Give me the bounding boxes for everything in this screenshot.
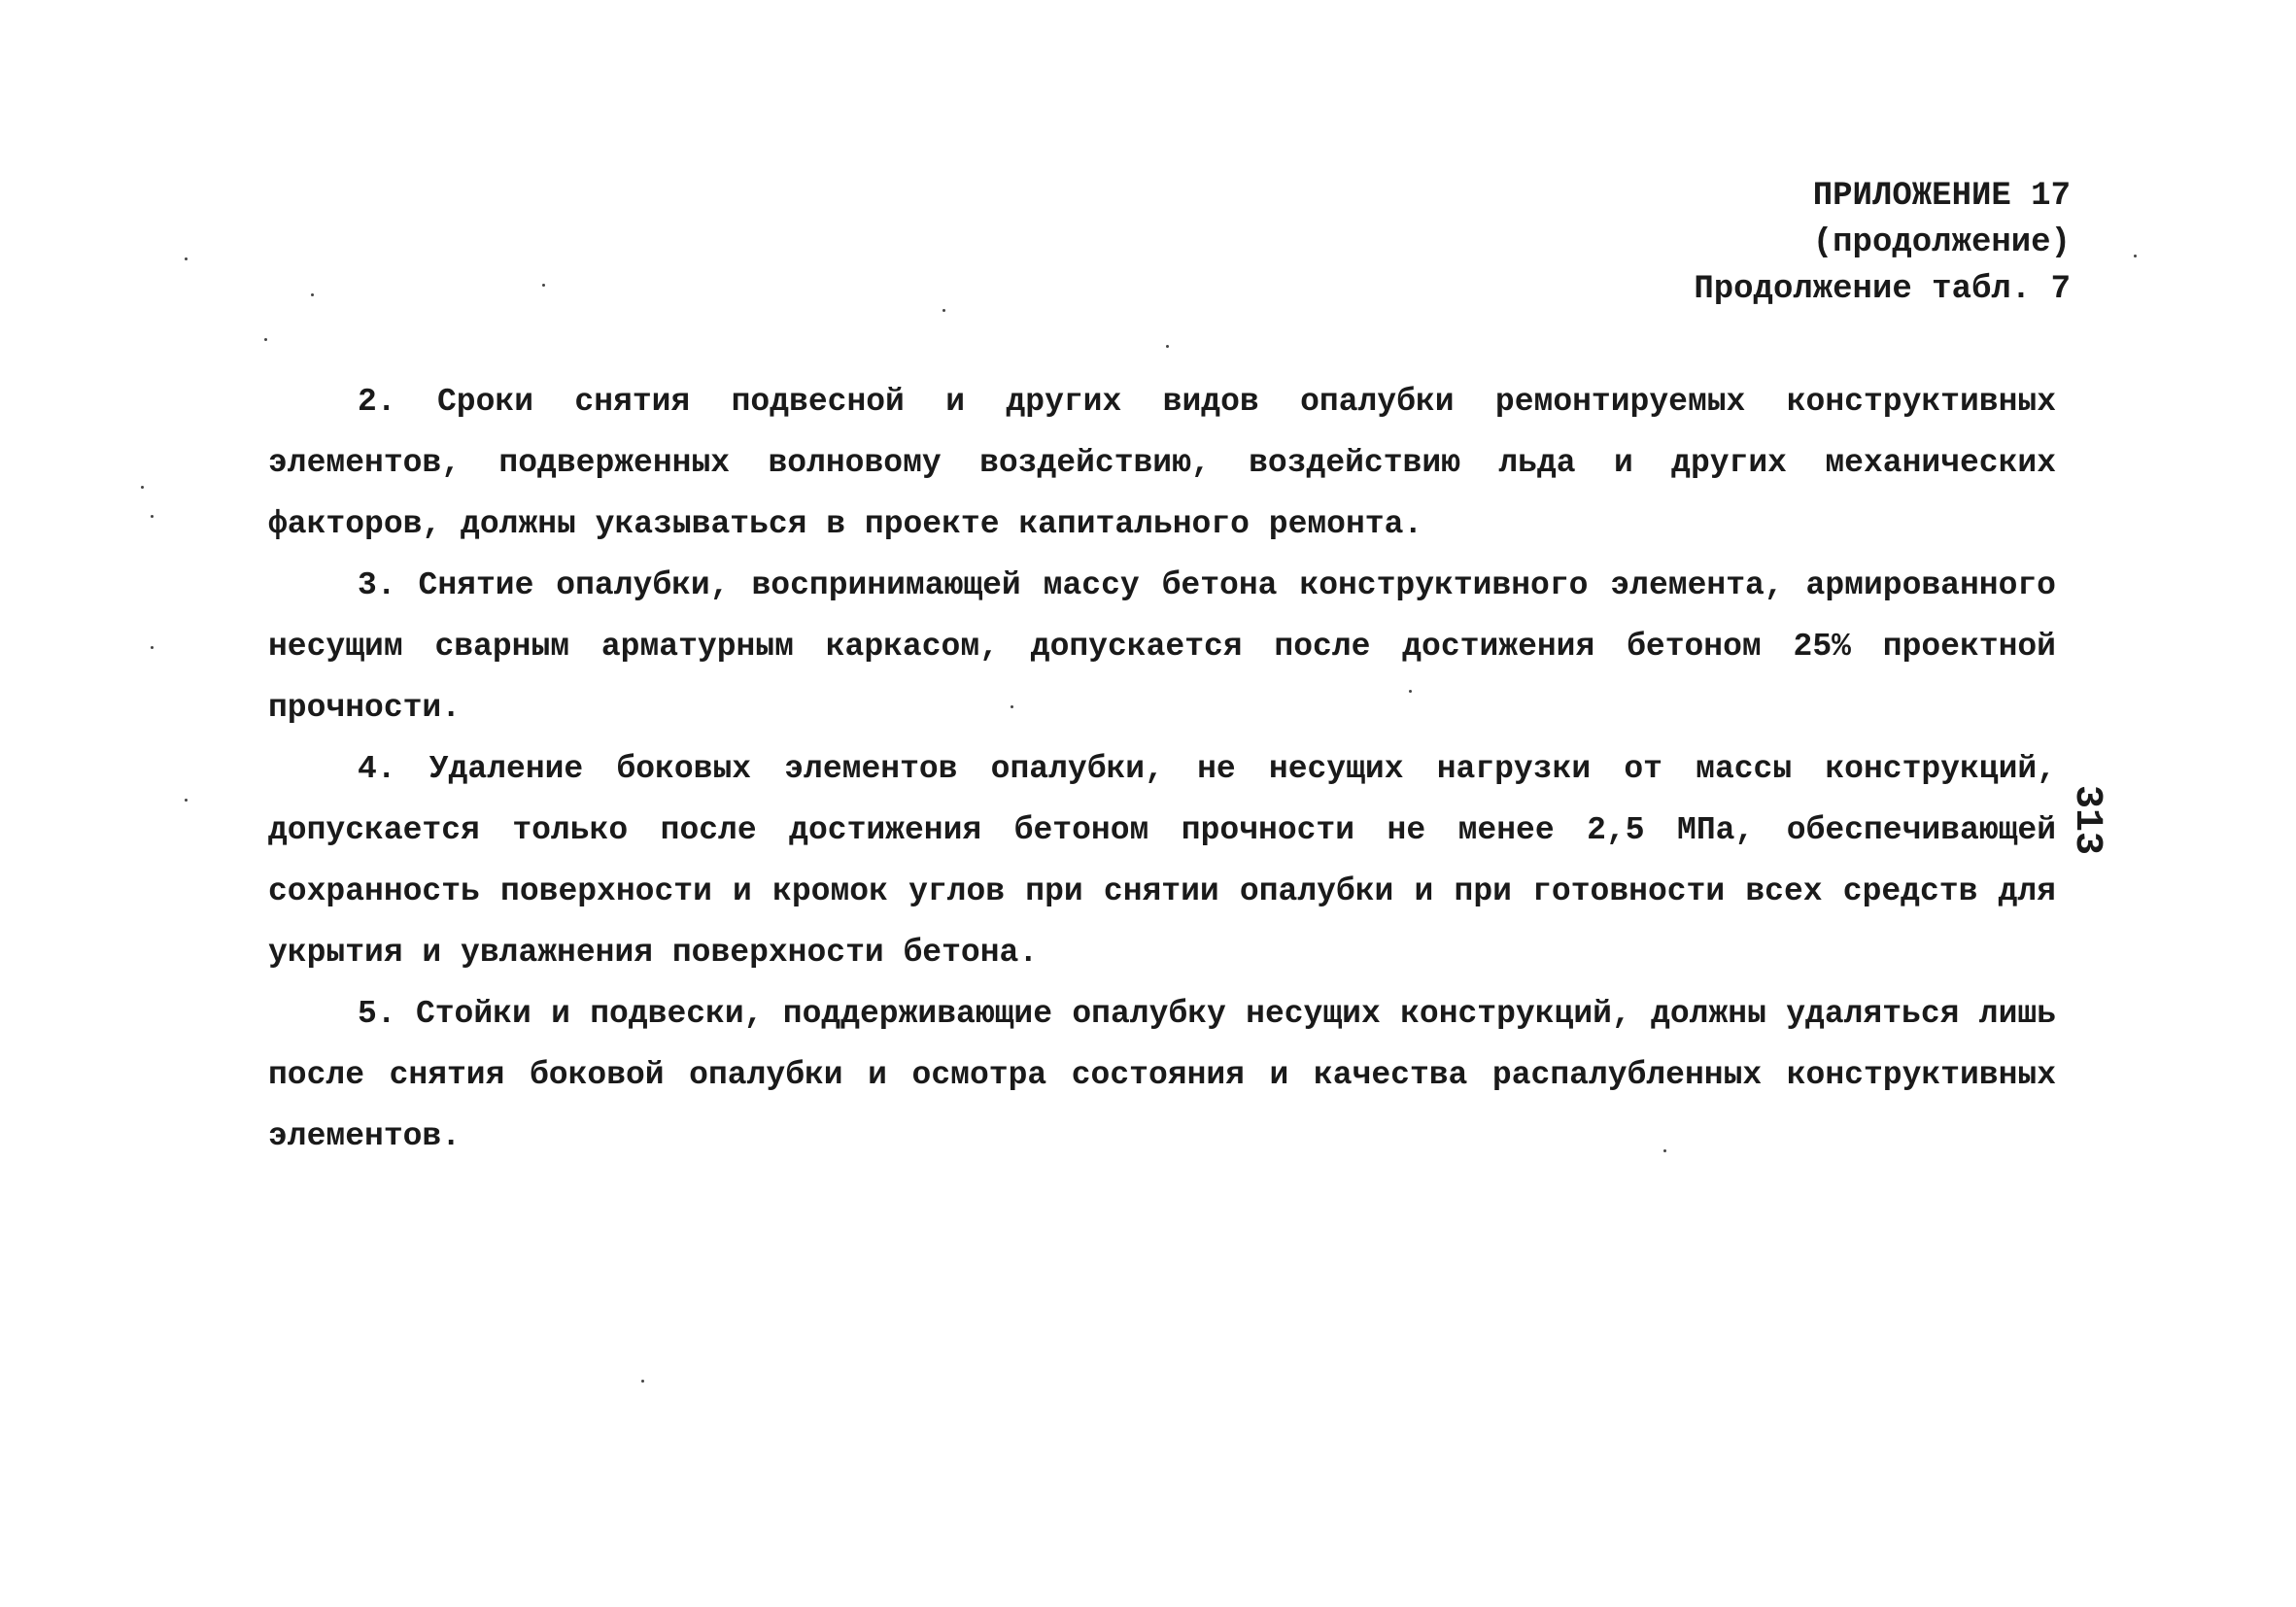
paragraph-4: 4. Удаление боковых элементов опалубки, не несущих нагрузки от массы конструкций, допускается только после достижения бетоном прочности не менее 2,5 МПа, обеспечивающей сохранность поверхности и кромок углов при снятии опалубки и при готовности всех средств для укрытия и увлажнения поверхности бетона. <box>268 751 2056 971</box>
scan-speck <box>1409 690 1412 693</box>
scan-speck <box>1011 705 1013 708</box>
scan-speck <box>185 799 188 802</box>
scan-speck <box>1166 345 1169 348</box>
document-header <box>1694 173 2071 313</box>
paragraph-5: 5. Стойки и подвески, поддерживающие опалубку несущих конструкций, должны удаляться лишь после снятия боковой опалубки и осмотра состояния и качества распалубленных конструктивных элементов. <box>268 996 2056 1154</box>
scan-speck <box>185 257 188 260</box>
page-number: 313 <box>2065 785 2108 856</box>
scan-speck <box>2134 255 2137 257</box>
scan-speck <box>151 646 154 649</box>
scan-speck <box>141 486 144 489</box>
scan-speck <box>311 293 314 296</box>
scan-speck <box>264 338 267 341</box>
paragraph-3: 3. Снятие опалубки, воспринимающей массу бетона конструктивного элемента, армированного несущим сварным арматурным каркасом, допускается после достижения бетоном 25% проектной прочности. <box>268 567 2056 726</box>
appendix-label: ПРИЛОЖЕНИЕ 17 <box>1812 178 2071 215</box>
document-body <box>268 371 2056 1167</box>
paragraph-2: 2. Сроки снятия подвесной и других видов опалубки ремонтируемых конструктивных элементов, подверженных волновому воздействию, воздействию льда и других механических факторов, должны указываться в проекте капитального ремонта. <box>268 384 2056 542</box>
scan-speck <box>151 515 154 518</box>
scan-speck <box>641 1380 644 1383</box>
table-continuation-label: Продолжение табл. 7 <box>1694 271 2071 308</box>
continuation-label: (продолжение) <box>1812 224 2071 261</box>
scan-speck <box>542 284 545 287</box>
scan-speck <box>942 309 945 312</box>
scan-speck <box>1663 1149 1666 1152</box>
